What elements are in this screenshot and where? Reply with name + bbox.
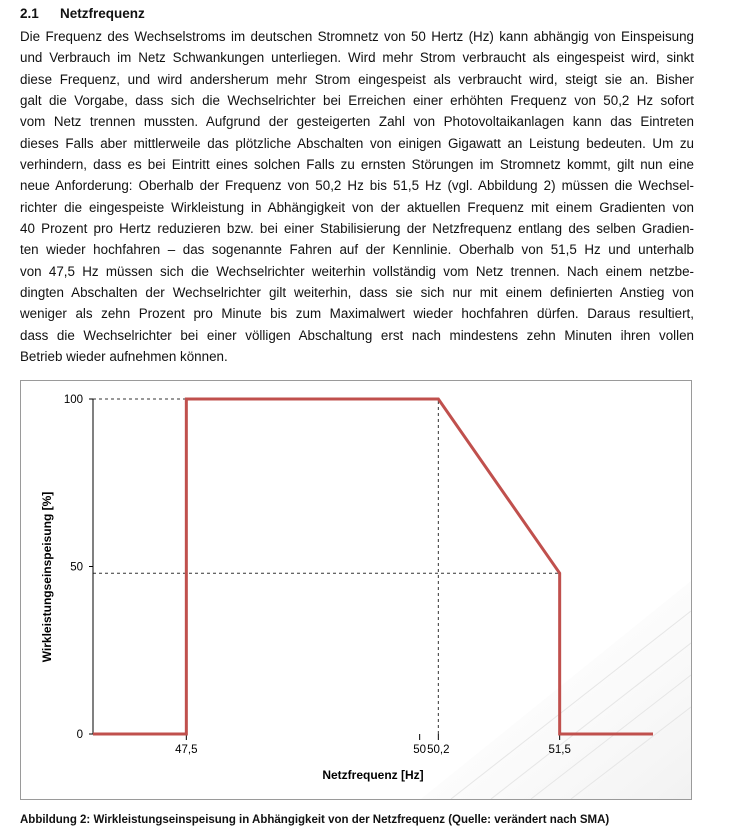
y-tick-label: 100 (63, 394, 83, 406)
y-tick-label: 0 (76, 729, 83, 741)
tick-labels (64, 394, 571, 756)
background-shading (421, 581, 691, 799)
paragraph-line: weniger als zehn Prozent pro Minute bis zum Maximalwert wieder hochfahren dürfen. Daraus resultiert, (20, 306, 694, 322)
paragraph-line: dieses Falls aber mittlerweile das plötzliche Abschalten von einigen Gigawatt an Leistung bedeuten. Um zu (20, 135, 694, 151)
figure-frame (20, 380, 692, 800)
section-title: Netzfrequenz (60, 6, 145, 21)
axes (89, 399, 560, 740)
paragraph-line: richter die eingespeiste Wirkleistung in Abhängigkeit von der aktuellen Frequenz mit einem Gradienten von (20, 199, 694, 215)
y-tick-label: 50 (70, 561, 83, 574)
x-tick-label: 50 (413, 744, 427, 756)
paragraph-line: diese Frequenz, und wird andersherum mehr Strom eingespeist als verbraucht wird, steigt sie an. Bisher (20, 71, 694, 87)
paragraph-line: vom Netz trennen mussten. Aufgrund der gesteigerten Zahl von Photovoltaikanlagen kann das Eintreten (20, 114, 694, 130)
paragraph-line: verhindern, dass es bei Eintritt eines solchen Falls zu ernsten Störungen im Stromnetz kommt, gilt nun eine (20, 157, 694, 173)
paragraph-line: dass die Wechselrichter bei einer völligen Abschaltung erst nach mindestens zehn Minuten ihren vollen (20, 327, 694, 343)
x-axis-label: Netzfrequenz [Hz] (322, 768, 424, 782)
reference-lines (93, 399, 560, 734)
paragraph-line: ten wieder hochfahren – das sogenannte Fahren auf der Kennlinie. Oberhalb von 51,5 Hz und unterhalb (20, 242, 694, 258)
x-tick-label: 51,5 (548, 744, 571, 756)
frequency-chart (21, 381, 691, 799)
section-number: 2.1 (20, 6, 39, 21)
paragraph-line: 40 Prozent pro Hertz reduzieren bzw. bei einer Stabilisierung der Netzfrequenz entlang des selben Gradien- (20, 221, 694, 237)
x-tick-label: 47,5 (175, 744, 198, 756)
paragraph-line: und Verbrauch im Netz Schwankungen unterliegen. Wird mehr Strom verbraucht als eingespeist wird, sinkt (20, 50, 694, 66)
y-axis-label: Wirkleistungseinspeisung [%] (40, 491, 54, 663)
paragraph-line: Die Frequenz des Wechselstroms im deutschen Stromnetz von 50 Hertz (Hz) kann abhängig von Einspeisung (20, 29, 694, 44)
paragraph-line: dingten Abschalten der Wechselrichter gilt weiterhin, dass sie sich nur mit einem definierten Anstieg von (20, 285, 694, 301)
figure-caption: Abbildung 2: Wirkleistungseinspeisung in Abhängigkeit von der Netzfrequenz (Quelle: verändert nach SMA) (20, 814, 610, 826)
paragraph-line: galt die Vorgabe, dass sich die Wechselrichter bei Erreichen einer erhöhten Frequenz von 50,2 Hz sofort (20, 93, 694, 109)
paragraph-line: Betrieb wieder aufnehmen können. (20, 349, 228, 365)
paragraph-line: neue Anforderung: Oberhalb der Frequenz von 50,2 Hz bis 51,5 Hz (vgl. Abbildung 2) müssen die Wechsel- (20, 178, 694, 194)
x-tick-label: 50,2 (427, 744, 450, 756)
body-paragraph (20, 26, 694, 368)
section-heading (20, 6, 145, 21)
paragraph-line: von 47,5 Hz müssen sich die Wechselrichter weiterhin vollständig vom Netz trennen. Nach einem netzbe- (20, 263, 694, 279)
